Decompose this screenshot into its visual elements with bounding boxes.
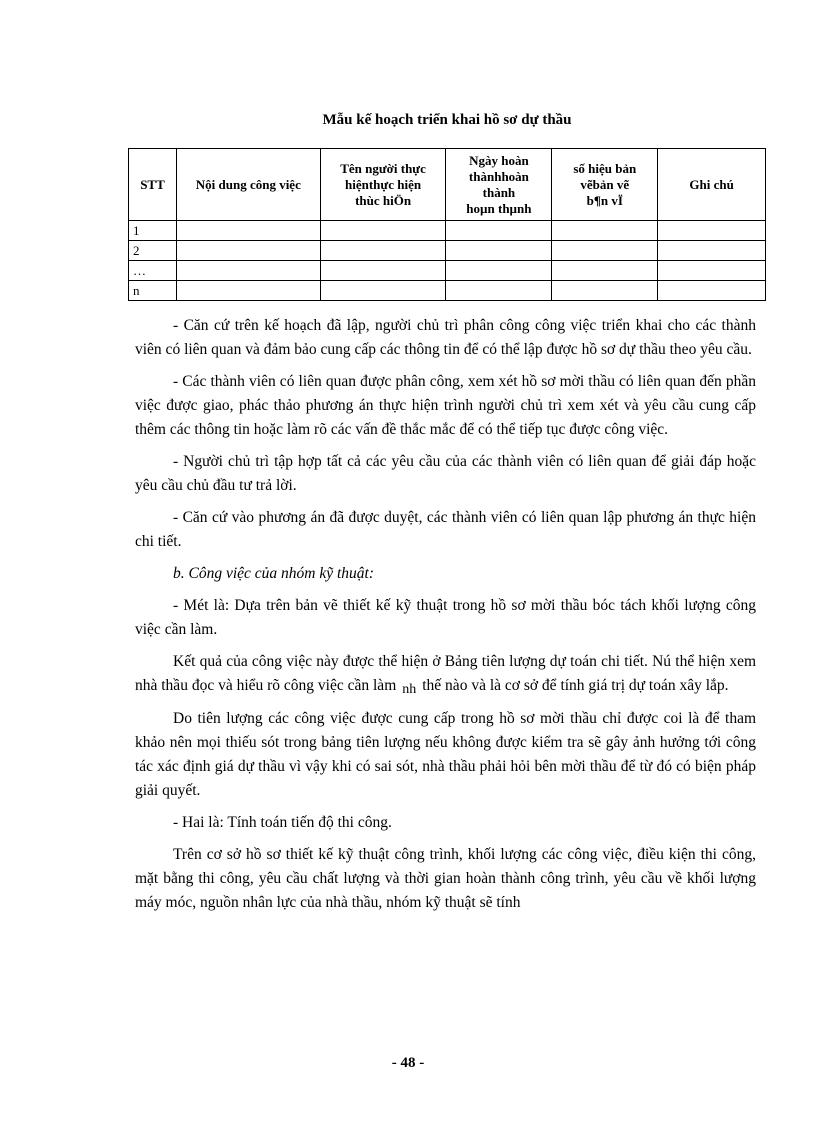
row-stt: 1 xyxy=(129,221,177,241)
row-stt: … xyxy=(129,261,177,281)
section-heading: b. Công việc của nhóm kỹ thuật: xyxy=(173,565,375,582)
table-row xyxy=(129,221,766,241)
paragraph: Do tiên lượng các công việc được cung cấp trong hồ sơ mời thầu chỉ được coi là để tham khảo nên mọi thiếu sót trong bảng tiên lượng nếu không được kiểm tra sẽ gây ảnh hưởng tới công tác xác định giá dự thầu vì vậy khi có sai sót, nhà thầu phải hỏi bên mời thầu để từ đó có biện pháp giải quyết. xyxy=(135,710,756,799)
header-date: Ngày hoàn thànhhoàn thành hoµn thµnh xyxy=(446,149,552,221)
row-stt: n xyxy=(129,281,177,301)
table-header-row xyxy=(129,149,766,221)
header-drawing-number: số hiệu bản vẽbản vẽ b¶n vÏ xyxy=(552,149,658,221)
paragraph: Trên cơ sở hồ sơ thiết kế kỹ thuật công trình, khối lượng các công việc, điều kiện thi công, mặt bằng thi công, yêu cầu chất lượng và thời gian hoàn thành công trình, yêu cầu về khối lượng máy móc, nguồn nhân lực của nhà thầu, nhóm kỹ thuật sẽ tính xyxy=(135,846,756,911)
table-title: Mẫu kế hoạch triển khai hồ sơ dự thầu xyxy=(322,112,572,128)
header-person: Tên người thực hiệnthực hiện thùc hiÖn xyxy=(320,149,446,221)
paragraph: - Căn cứ trên kế hoạch đã lập, người chủ trì phân công công việc triển khai cho các thành viên có liên quan và đảm bảo cung cấp các thông tin để có thể lập được hồ sơ dự thầu theo yêu cầu. xyxy=(135,317,756,358)
header-stt: STT xyxy=(129,149,177,221)
paragraph: - Căn cứ vào phương án đã được duyệt, các thành viên có liên quan lập phương án thực hiện chi tiết. xyxy=(135,509,756,550)
paragraph: - Mét là: Dựa trên bản vẽ thiết kế kỹ thuật trong hồ sơ mời thầu bóc tách khối lượng công việc cần làm. xyxy=(135,597,756,638)
paragraph: - Các thành viên có liên quan được phân công, xem xét hồ sơ mời thầu có liên quan đến phần việc được giao, phác thảo phương án thực hiện trình người chủ trì xem xét và yêu cầu cung cấp thêm các thông tin hoặc làm rõ các vấn đề thắc mắc để có thể tiếp tục được công việc. xyxy=(135,373,756,438)
header-notes: Ghi chú xyxy=(658,149,766,221)
table-row xyxy=(129,261,766,281)
plan-table xyxy=(128,148,766,301)
paragraph: - Hai là: Tính toán tiến độ thi công. xyxy=(173,814,392,831)
paragraph: - Người chủ trì tập hợp tất cả các yêu cầu của các thành viên có liên quan để giải đáp hoặc yêu cầu chủ đầu tư trả lời. xyxy=(135,453,756,494)
body-text xyxy=(135,314,756,923)
table-row xyxy=(129,281,766,301)
page-number: - 48 - xyxy=(391,1055,425,1071)
table-row xyxy=(129,241,766,261)
result-paragraph: Kết quả của công việc này được thể hiện ở Bảng tiên lượng dự toán chi tiết. Nú thể hiện xem nhà thầu đọc và hiểu rõ công việc cần làm nh thế nào và là cơ sở để tính giá trị dự toán xây lắp. xyxy=(135,653,756,697)
row-stt: 2 xyxy=(129,241,177,261)
header-content: Nội dung công việc xyxy=(176,149,320,221)
inline-fragment: nh xyxy=(402,682,417,697)
